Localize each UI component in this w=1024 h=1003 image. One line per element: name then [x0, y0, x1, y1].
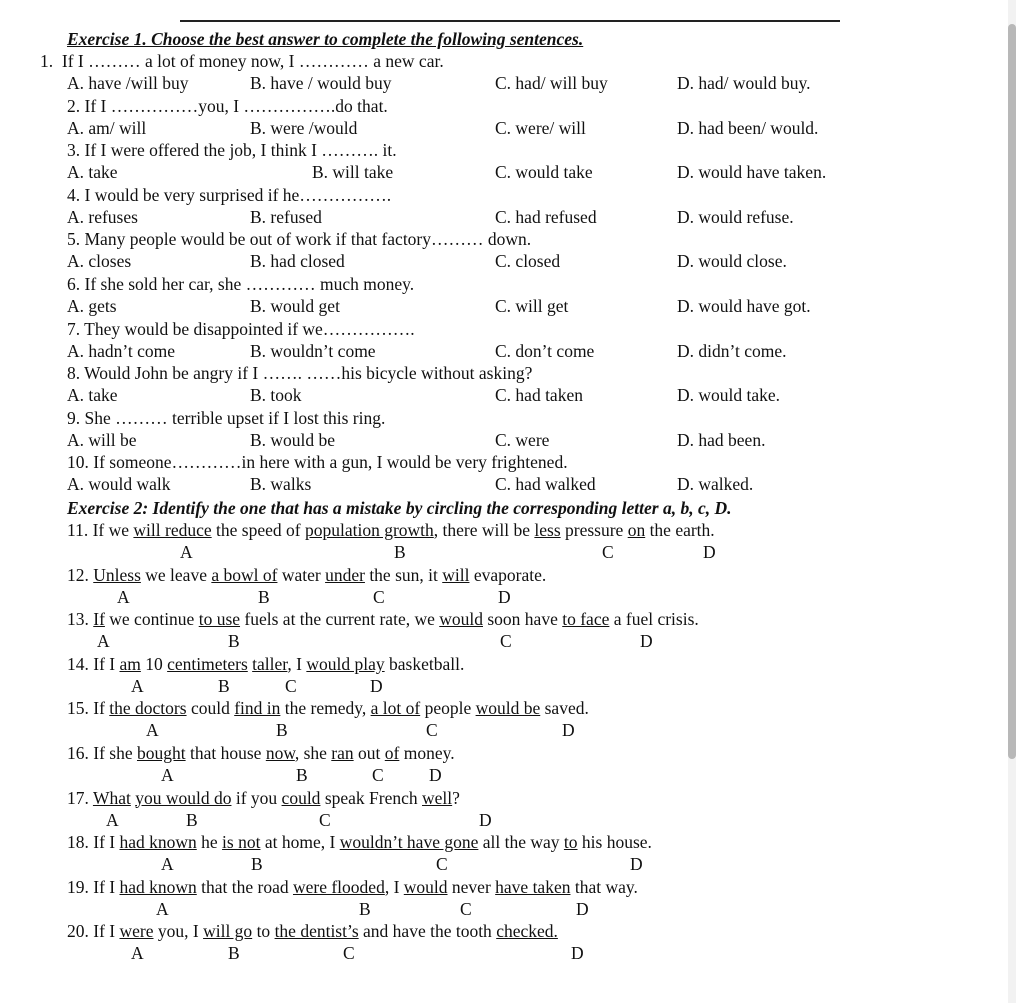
sentence: [67, 742, 455, 764]
sentence-text: money.: [399, 743, 455, 763]
choice-letter-c: C: [343, 943, 355, 964]
sentence-text: 17.: [67, 787, 93, 808]
answer-option-b: B. will take: [312, 162, 394, 183]
sentence-text: , there will be: [433, 520, 535, 540]
underlined-segment: would: [403, 876, 448, 897]
choice-letter-d: D: [429, 765, 442, 785]
sentence-text: 20. If I: [67, 921, 120, 942]
sentence-text: his house.: [577, 832, 652, 853]
answer-option-a: A. will be: [67, 429, 137, 450]
choice-letter-d: D: [630, 854, 643, 875]
choice-letter-d: D: [576, 898, 589, 919]
choice-letter-d: D: [498, 586, 511, 607]
sentence-text: saved.: [540, 698, 589, 719]
sentence-text: the earth.: [645, 520, 715, 540]
underlined-segment: to face: [562, 609, 610, 630]
answer-option-b: B. had closed: [250, 251, 345, 272]
sentence: [67, 831, 652, 853]
sentence-text: 19. If I: [67, 876, 120, 897]
answer-option-d: D. would take.: [677, 385, 781, 406]
underlined-segment: under: [325, 564, 365, 585]
underlined-segment: taller: [252, 653, 288, 674]
top-rule: [180, 20, 840, 22]
sentence-text: , she: [294, 743, 332, 763]
choice-letter-c: C: [285, 675, 297, 696]
choice-letter-a: A: [131, 943, 144, 964]
underlined-segment: find in: [234, 698, 281, 719]
answer-option-d: D. had been/ would.: [677, 117, 819, 138]
sentence-text: and have the tooth: [358, 921, 497, 942]
answer-option-b: B. refused: [250, 206, 322, 227]
sentence-text: evaporate.: [469, 564, 547, 585]
underlined-segment: bought: [136, 743, 186, 763]
answer-option-b: B. were /would: [250, 117, 358, 138]
sentence-text: that house: [185, 743, 266, 763]
choice-letter-c: C: [426, 720, 438, 741]
answer-option-c: C. will get: [495, 296, 569, 316]
sentence: [67, 608, 699, 630]
sentence-text: all the way: [478, 832, 564, 853]
choice-letter-c: C: [372, 765, 384, 785]
underlined-segment: now: [265, 743, 295, 763]
choice-letter-a: A: [146, 720, 159, 741]
answer-option-d: D. would refuse.: [677, 206, 794, 227]
question-stem: 4. I would be very surprised if he…………….: [67, 184, 392, 205]
underlined-segment: well: [422, 787, 453, 808]
scrollbar-thumb[interactable]: [1008, 24, 1016, 759]
question-stem: 10. If someone…………in here with a gun, I would be very frightened.: [67, 452, 568, 473]
underlined-segment: were: [119, 921, 154, 942]
underlined-segment: If: [93, 609, 105, 630]
underlined-segment: a bowl of: [211, 564, 278, 585]
answer-option-b: B. have / would buy: [250, 73, 392, 93]
choice-letter-c: C: [460, 898, 472, 919]
answer-option-b: B. took: [250, 385, 302, 406]
underlined-segment: would: [439, 609, 483, 630]
sentence: [67, 653, 464, 675]
choice-letter-d: D: [703, 542, 716, 562]
choice-letter-b: B: [251, 854, 263, 875]
question-stem: 6. If she sold her car, she ………… much money.: [67, 274, 415, 294]
underlined-segment: less: [534, 520, 561, 540]
sentence-text: the remedy,: [280, 698, 371, 719]
answer-option-c: C. had/ will buy: [495, 73, 608, 93]
answer-option-d: D. had/ would buy.: [677, 73, 811, 93]
choice-letter-d: D: [370, 675, 383, 696]
answer-option-d: D. didn’t come.: [677, 340, 787, 361]
sentence-text: you, I: [153, 921, 204, 942]
sentence-text: soon have: [483, 609, 563, 630]
answer-option-b: B. would be: [250, 429, 336, 450]
answer-option-d: D. would have got.: [677, 296, 811, 316]
choice-letter-b: B: [186, 809, 198, 830]
sentence-text: at home, I: [260, 832, 340, 853]
choice-letter-a: A: [156, 898, 169, 919]
choice-letter-b: B: [276, 720, 288, 741]
sentence: [67, 697, 589, 719]
sentence: [67, 876, 638, 898]
sentence-text: water: [277, 564, 326, 585]
sentence-text: that way.: [570, 876, 638, 897]
underlined-segment: on: [627, 520, 646, 540]
sentence-text: speak French: [320, 787, 423, 808]
answer-option-c: C. were/ will: [495, 117, 586, 138]
question-stem: 2. If I ……………you, I …………….do that.: [67, 95, 388, 116]
sentence-text: we continue: [104, 609, 199, 630]
sentence-text: , I: [384, 876, 404, 897]
answer-option-d: D. would close.: [677, 251, 787, 272]
answer-option-c: C. were: [495, 429, 550, 450]
underlined-segment: were flooded: [292, 876, 385, 897]
sentence-text: basketball.: [384, 653, 465, 674]
sentence-text: that the road: [196, 876, 293, 897]
sentence-text: could: [186, 698, 235, 719]
sentence-text: the speed of: [211, 520, 305, 540]
answer-option-c: C. had refused: [495, 206, 597, 227]
sentence-text: 10: [140, 653, 168, 674]
sentence-text: 15. If: [67, 698, 110, 719]
answer-option-a: A. have /will buy: [67, 73, 189, 93]
sentence-text: 18. If I: [67, 832, 120, 853]
sentence-text: 14. If I: [67, 653, 120, 674]
choice-letter-a: A: [106, 809, 119, 830]
underlined-segment: had known: [119, 832, 197, 853]
answer-option-a: A. hadn’t come: [67, 340, 176, 361]
choice-letter-b: B: [296, 765, 308, 785]
underlined-segment: will reduce: [133, 520, 212, 540]
choice-letter-a: A: [97, 631, 110, 652]
answer-option-c: C. don’t come: [495, 340, 595, 361]
sentence-text: pressure: [560, 520, 628, 540]
underlined-segment: population growth: [304, 520, 434, 540]
answer-option-a: A. refuses: [67, 206, 138, 227]
answer-option-c: C. closed: [495, 251, 561, 272]
underlined-segment: wouldn’t have gone: [339, 832, 479, 853]
sentence-text: ?: [452, 787, 460, 808]
underlined-segment: What: [92, 787, 131, 808]
sentence-text: a fuel crisis.: [609, 609, 699, 630]
sentence-text: he: [196, 832, 223, 853]
sentence-text: 12.: [67, 564, 94, 585]
choice-letter-b: B: [359, 898, 371, 919]
sentence-text: out: [353, 743, 385, 763]
question-stem: 5. Many people would be out of work if that factory……… down.: [67, 229, 532, 250]
choice-letter-d: D: [562, 720, 575, 741]
underlined-segment: to use: [198, 609, 241, 630]
underlined-segment: would play: [306, 653, 385, 674]
choice-letter-c: C: [436, 854, 448, 875]
underlined-segment: could: [281, 787, 321, 808]
underlined-segment: centimeters: [167, 653, 248, 674]
choice-letter-b: B: [228, 631, 240, 652]
answer-option-b: B. would get: [250, 296, 340, 316]
underlined-segment: of: [384, 743, 400, 763]
choice-letter-b: B: [228, 943, 240, 964]
answer-option-b: B. walks: [250, 474, 312, 495]
answer-option-a: A. gets: [67, 296, 117, 316]
underlined-segment: will: [442, 564, 470, 585]
sentence: [67, 564, 546, 586]
sentence-text: we leave: [140, 564, 212, 585]
sentence: [67, 787, 460, 809]
underlined-segment: would be: [475, 698, 541, 719]
underlined-segment: will go: [203, 921, 253, 942]
sentence-text: 11. If we: [67, 520, 134, 540]
answer-option-a: A. am/ will: [67, 117, 147, 138]
sentence: [67, 519, 715, 541]
choice-letter-a: A: [180, 542, 193, 562]
underlined-segment: you would do: [135, 787, 232, 808]
choice-letter-a: A: [117, 586, 130, 607]
answer-option-a: A. would walk: [67, 474, 171, 495]
answer-option-c: C. would take: [495, 162, 593, 183]
answer-option-c: C. had taken: [495, 385, 583, 406]
question-stem: 1. If I ……… a lot of money now, I ………… a new car.: [40, 51, 444, 71]
choice-letter-a: A: [131, 675, 144, 696]
answer-option-a: A. take: [67, 162, 118, 183]
answer-option-d: D. walked.: [677, 474, 754, 495]
question-stem: 8. Would John be angry if I ……. ……his bicycle without asking?: [67, 363, 533, 384]
sentence-text: to: [252, 921, 275, 942]
underlined-segment: Unless: [93, 564, 141, 585]
answer-option-a: A. take: [67, 385, 118, 406]
choice-letter-d: D: [640, 631, 653, 652]
choice-letter-d: D: [571, 943, 584, 964]
choice-letter-b: B: [218, 675, 230, 696]
answer-option-d: D. would have taken.: [677, 162, 827, 183]
exercise2-title: Exercise 2: Identify the one that has a mistake by circling the corresponding letter a, b, c, D.: [67, 498, 732, 518]
underlined-segment: ran: [331, 743, 354, 763]
sentence: [67, 920, 558, 942]
sentence-text: fuels at the current rate, we: [240, 609, 440, 630]
question-stem: 3. If I were offered the job, I think I ………. it.: [67, 140, 397, 161]
underlined-segment: had known: [119, 876, 197, 897]
choice-letter-c: C: [319, 809, 331, 830]
sentence-text: if you: [231, 787, 282, 808]
choice-letter-d: D: [479, 809, 492, 830]
sentence-text: the sun, it: [364, 564, 443, 585]
answer-option-c: C. had walked: [495, 474, 596, 495]
answer-option-d: D. had been.: [677, 429, 766, 450]
choice-letter-a: A: [161, 765, 174, 785]
underlined-segment: is not: [222, 832, 261, 853]
underlined-segment: the doctors: [109, 698, 187, 719]
exercise1-title: Exercise 1. Choose the best answer to complete the following sentences.: [67, 29, 584, 49]
sentence-text: , I: [287, 653, 307, 674]
choice-letter-b: B: [258, 586, 270, 607]
choice-letter-c: C: [500, 631, 512, 652]
underlined-segment: the dentist’s: [274, 921, 359, 942]
choice-letter-b: B: [394, 542, 406, 562]
underlined-segment: a lot of: [370, 698, 421, 719]
sentence-text: 16. If she: [67, 743, 137, 763]
answer-option-b: B. wouldn’t come: [250, 340, 376, 361]
choice-letter-c: C: [373, 586, 385, 607]
underlined-segment: to: [563, 832, 578, 853]
underlined-segment: am: [119, 653, 141, 674]
question-stem: 9. She ……… terrible upset if I lost this ring.: [67, 407, 386, 428]
choice-letter-c: C: [602, 542, 614, 562]
sentence-text: never: [447, 876, 496, 897]
underlined-segment: checked.: [496, 921, 558, 942]
underlined-segment: have taken: [495, 876, 571, 897]
question-stem: 7. They would be disappointed if we…………….: [67, 318, 415, 339]
choice-letter-a: A: [161, 854, 174, 875]
answer-option-a: A. closes: [67, 251, 132, 272]
sentence-text: 13.: [67, 609, 94, 630]
sentence-text: people: [420, 698, 476, 719]
